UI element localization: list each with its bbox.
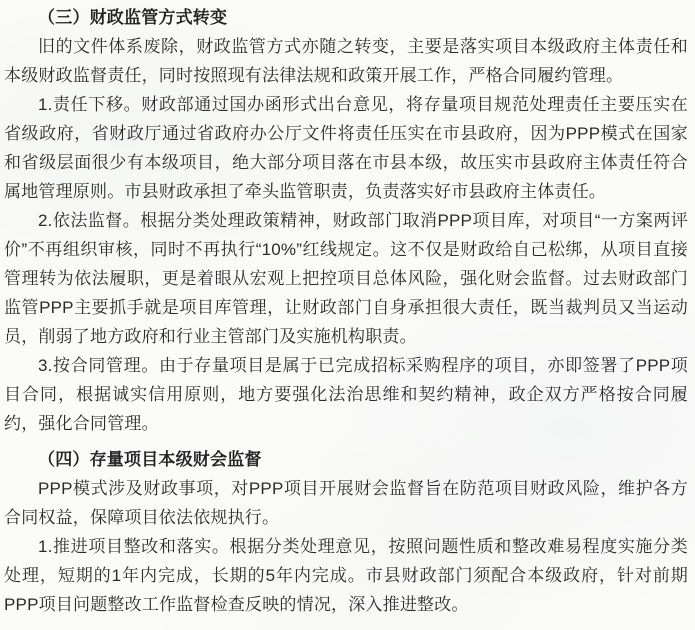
paragraph-contract-management: 3.按合同管理。由于存量项目是属于已完成招标采购程序的项目，亦即签署了PPP项目合同，根据诚实信用原则，地方要强化法治思维和契约精神，政企双方严格按合同履约，强化合同管理。 bbox=[4, 356, 688, 433]
paragraph-regulation-change-intro: 旧的文件体系废除，财政监管方式亦随之转变，主要是落实项目本级政府主体责任和本级财政监督责任，同时按照现有法律法规和政策开展工作，严格合同履约管理。 bbox=[4, 37, 688, 85]
section-heading-3-regulation-change: （三）财政监管方式转变 bbox=[38, 8, 228, 27]
paragraph-financial-supervision-intro: PPP模式涉及财政事项，对PPP项目开展财会监督旨在防范项目财政风险，维护各方合同权益，保障项目依法依规执行。 bbox=[4, 479, 688, 527]
paragraph-rectification-implementation: 1.推进项目整改和落实。根据分类处理意见，按照问题性质和整改难易程度实施分类处理，短期的1年内完成，长期的5年内完成。市县财政部门须配合本级政府，针对前期PPP项目问题整改工作监督检查反映的情况，深入推进整改。 bbox=[4, 537, 688, 614]
paragraph-lawful-supervision: 2.依法监督。根据分类处理政策精神，财政部门取消PPP项目库，对项目“一方案两评价”不再组织审核，同时不再执行“10%”红线规定。这不仅是财政给自己松绑，从项目直接管理转为依法履职，更是着眼从宏观上把控项目总体风险，强化财会监督。过去财政部门监管PPP主要抓手就是项目库管理，让财政部门自身承担很大责任，既当裁判员又当运动员，削弱了地方政府和行业主管部门及实施机构职责。 bbox=[4, 211, 688, 346]
section-heading-4-local-financial-supervision: （四）存量项目本级财会监督 bbox=[38, 450, 262, 469]
paragraph-responsibility-shift: 1.责任下移。财政部通过国办函形式出台意见，将存量项目规范处理责任主要压实在省级政府，省财政厅通过省政府办公厅文件将责任压实在市县政府，因为PPP模式在国家和省级层面很少有本级项目，绝大部分项目落在市县本级，故压实市县政府主体责任符合属地管理原则。市县财政承担了牵头监管职责，负责落实好市县政府主体责任。 bbox=[4, 95, 688, 201]
